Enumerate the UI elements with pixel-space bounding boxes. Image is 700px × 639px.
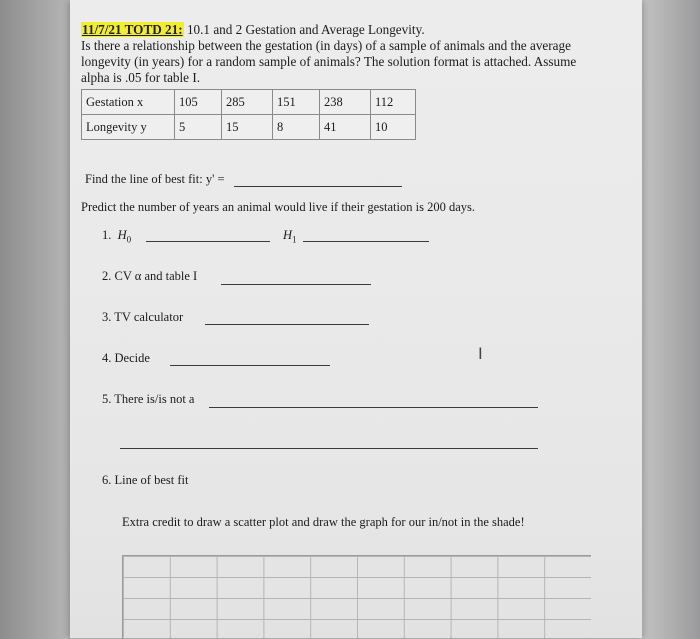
intro-line-3: longevity (in years) for a random sample of animals? The solution format is attached. Assume <box>81 54 577 69</box>
table-cell: 285 <box>222 90 273 115</box>
q1-number: 1. <box>102 228 112 242</box>
alt-hypothesis-sub: 1 <box>292 234 297 245</box>
intro-line-2: Is there a relationship between the gestation (in days) of a sample of animals and the average <box>81 38 571 53</box>
q5-label: 5. There is/is not a <box>102 392 195 406</box>
null-hypothesis-sub: 0 <box>126 234 132 245</box>
alt-hypothesis-label <box>283 228 297 245</box>
null-hypothesis-symbol: H <box>117 228 127 242</box>
intro-line-4: alpha is .05 for table I. <box>81 70 201 85</box>
extra-credit-text: Extra credit to draw a scatter plot and draw the graph for our in/not in the shade! <box>122 515 525 529</box>
table-cell: 10 <box>371 115 416 140</box>
table-cell: 41 <box>320 115 371 140</box>
h0-answer-line[interactable] <box>146 241 270 242</box>
q1-label <box>102 228 131 245</box>
table-header-x: Gestation x <box>82 90 175 115</box>
table-row-y <box>82 115 416 140</box>
table-header-y: Longevity y <box>82 115 175 140</box>
q3-answer-line[interactable] <box>205 324 369 325</box>
table-cell: 15 <box>222 115 273 140</box>
scatter-plot-grid[interactable] <box>122 555 591 639</box>
worksheet-page <box>70 0 642 638</box>
table-cell: 8 <box>273 115 320 140</box>
table-cell: 105 <box>175 90 222 115</box>
table-cell: 151 <box>273 90 320 115</box>
text-cursor-icon: I <box>478 344 483 363</box>
q5-answer-line[interactable] <box>209 407 538 408</box>
table-row-x <box>82 90 416 115</box>
q3-label: 3. TV calculator <box>102 310 184 324</box>
best-fit-answer-line[interactable] <box>234 186 402 187</box>
data-table <box>81 89 416 140</box>
title-date-highlight: 11/7/21 TOTD 21: <box>82 22 183 37</box>
table-cell: 238 <box>320 90 371 115</box>
table-cell: 5 <box>175 115 222 140</box>
q4-answer-line[interactable] <box>170 365 330 366</box>
h1-answer-line[interactable] <box>303 241 429 242</box>
predict-prompt: Predict the number of years an animal would live if their gestation is 200 days. <box>81 200 476 214</box>
table-cell: 112 <box>371 90 416 115</box>
q6-label: 6. Line of best fit <box>102 473 189 487</box>
q5-answer-line-2[interactable] <box>120 448 538 449</box>
alt-hypothesis-symbol: H <box>283 228 293 242</box>
best-fit-prompt: Find the line of best fit: y' = <box>85 172 225 186</box>
q2-answer-line[interactable] <box>221 284 371 285</box>
title-text: 10.1 and 2 Gestation and Average Longevity. <box>183 22 425 37</box>
q2-label: 2. CV α and table I <box>102 269 198 283</box>
q4-label: 4. Decide <box>102 351 150 365</box>
title-line <box>81 22 425 38</box>
